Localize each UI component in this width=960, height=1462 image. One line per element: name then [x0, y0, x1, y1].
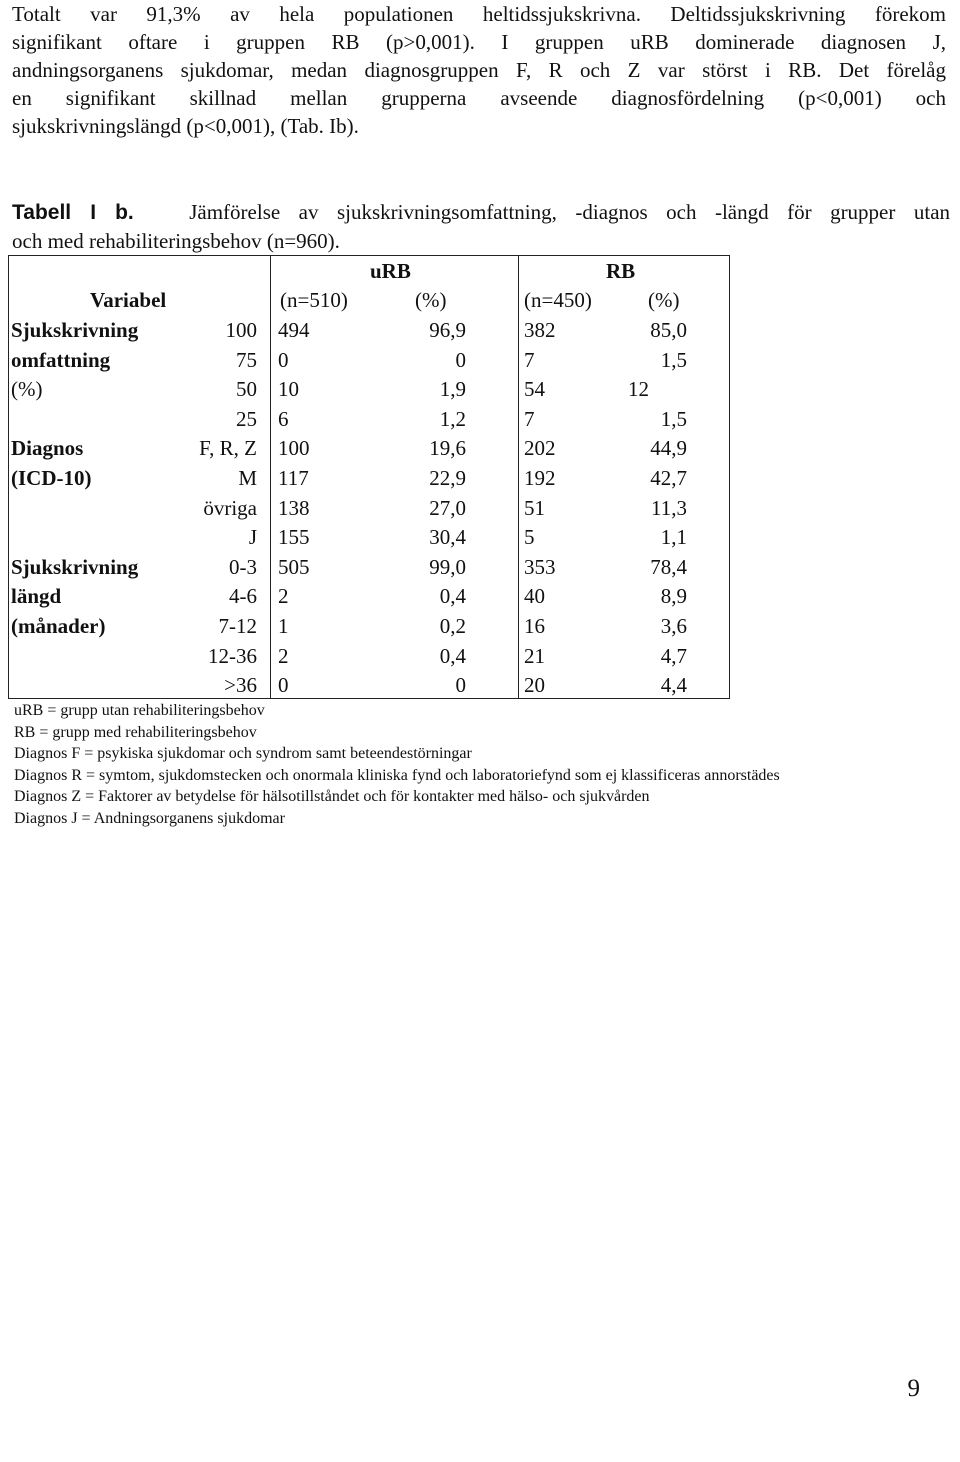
table-border-line — [8, 698, 730, 699]
rb-n-cell: 21 — [524, 643, 545, 668]
body-paragraph — [12, 0, 946, 140]
category-cell: >36 — [224, 673, 257, 698]
header-urb: uRB — [370, 259, 411, 283]
urb-n-cell: 0 — [278, 347, 289, 372]
urb-pct-cell: 0 — [455, 673, 466, 698]
paragraph-line: sjukskrivningslängd (p<0,001), (Tab. Ib). — [12, 114, 359, 138]
urb-pct-cell: 22,9 — [429, 466, 466, 490]
rb-n-cell: 40 — [524, 584, 545, 609]
urb-n-cell: 494 — [278, 318, 310, 342]
urb-pct-cell: 96,9 — [429, 318, 466, 342]
rb-n-cell: 202 — [524, 436, 556, 461]
category-cell: 12-36 — [208, 643, 257, 668]
rb-n-cell: 353 — [524, 554, 556, 579]
rb-pct-cell: 1,5 — [660, 406, 687, 431]
group-label: (ICD-10) — [11, 466, 92, 490]
group-label: (månader) — [11, 614, 106, 638]
group-label: Sjukskrivning — [11, 318, 139, 342]
page-number: 9 — [907, 1375, 920, 1402]
note-line: uRB = grupp utan rehabiliteringsbehov — [14, 702, 265, 719]
rb-n-cell: 192 — [524, 466, 556, 490]
rb-pct-cell: 44,9 — [650, 436, 687, 461]
urb-n-cell: 505 — [278, 554, 310, 579]
rb-pct-cell: 3,6 — [660, 614, 687, 638]
group-label: omfattning — [11, 347, 111, 372]
note-line: Diagnos R = symtom, sjukdomstecken och onormala kliniska fynd och laboratoriefynd som ej klassificeras annorstädes — [14, 766, 780, 784]
rb-n-cell: 20 — [524, 673, 545, 698]
category-cell: M — [238, 466, 257, 490]
table-border-line — [729, 255, 730, 699]
rb-pct-cell: 4,7 — [660, 643, 687, 668]
paragraph-line: en signifikant skillnad mellan grupperna avseende diagnosfördelning (p<0,001) och — [12, 86, 946, 110]
urb-pct-cell: 30,4 — [429, 525, 466, 550]
urb-n-cell: 117 — [278, 466, 309, 490]
rb-pct-cell: 4,4 — [660, 673, 687, 698]
note-line: Diagnos F = psykiska sjukdomar och syndrom samt beteendestörningar — [14, 745, 472, 762]
rb-n-cell: 54 — [524, 377, 545, 402]
urb-n-cell: 138 — [278, 495, 310, 520]
rb-pct-cell: 1,5 — [660, 347, 687, 372]
caption-label: Tabell I b. — [12, 201, 134, 224]
rb-pct-cell: 8,9 — [660, 584, 687, 609]
rb-pct-cell: 1,1 — [660, 525, 687, 550]
table-border-line — [518, 255, 519, 699]
urb-pct-cell: 99,0 — [429, 554, 466, 579]
table-notes — [14, 700, 780, 829]
category-cell: 25 — [236, 406, 257, 431]
urb-n-cell: 155 — [278, 525, 310, 550]
urb-pct-cell: 1,2 — [439, 406, 466, 431]
group-label: längd — [11, 584, 62, 609]
rb-pct-cell: 12 — [628, 377, 649, 402]
table-caption — [12, 198, 950, 256]
category-cell: 4-6 — [229, 584, 257, 609]
header-rb: RB — [606, 259, 636, 283]
urb-n-cell: 6 — [278, 406, 289, 431]
caption-line-1 — [12, 198, 950, 227]
table-border-line — [8, 255, 9, 699]
rb-n-cell: 51 — [524, 495, 545, 520]
rb-n-cell: 16 — [524, 614, 545, 638]
urb-n-cell: 2 — [278, 643, 289, 668]
category-cell: 100 — [225, 318, 257, 342]
urb-n-cell: 1 — [278, 614, 289, 638]
urb-pct-cell: 0,4 — [439, 584, 466, 609]
urb-n-cell: 0 — [278, 673, 289, 698]
urb-pct-cell: 0,2 — [439, 614, 466, 638]
category-cell: 50 — [236, 377, 257, 402]
group-label: Diagnos — [11, 436, 84, 461]
header-rb-n: (n=450) — [524, 288, 592, 312]
group-label: Sjukskrivning — [11, 554, 139, 579]
rb-n-cell: 5 — [524, 525, 535, 550]
rb-pct-cell: 11,3 — [651, 495, 687, 520]
category-cell: 75 — [236, 347, 257, 372]
header-rb-pct: (%) — [648, 288, 680, 312]
header-variabel: Variabel — [90, 288, 167, 312]
caption-line-2: och med rehabiliteringsbehov (n=960). — [12, 229, 340, 253]
header-urb-pct: (%) — [415, 288, 447, 312]
urb-n-cell: 2 — [278, 584, 289, 609]
category-cell: 0-3 — [229, 554, 257, 579]
rb-n-cell: 382 — [524, 318, 556, 342]
urb-pct-cell: 27,0 — [429, 495, 466, 520]
header-urb-n: (n=510) — [280, 288, 348, 312]
urb-pct-cell: 1,9 — [439, 377, 466, 402]
paragraph-line: Totalt var 91,3% av hela populationen heltidssjukskrivna. Deltidssjukskrivning förekom — [12, 2, 946, 26]
rb-n-cell: 7 — [524, 347, 535, 372]
group-label: (%) — [11, 377, 43, 402]
category-cell: J — [248, 525, 257, 550]
category-cell: 7-12 — [218, 614, 257, 638]
category-cell: övriga — [203, 495, 257, 520]
table-border-line — [270, 255, 271, 699]
paragraph-line: andningsorganens sjukdomar, medan diagnosgruppen F, R och Z var störst i RB. Det förelåg — [12, 58, 946, 82]
note-line: Diagnos J = Andningsorganens sjukdomar — [14, 809, 285, 827]
urb-pct-cell: 19,6 — [429, 436, 466, 461]
rb-pct-cell: 78,4 — [650, 554, 687, 579]
comparison-table — [8, 255, 730, 699]
urb-n-cell: 100 — [278, 436, 310, 461]
rb-pct-cell: 42,7 — [650, 466, 687, 490]
note-line: Diagnos Z = Faktorer av betydelse för hälsotillståndet och för kontakter med hälso- och sjukvården — [14, 788, 650, 805]
rb-pct-cell: 85,0 — [650, 318, 687, 342]
urb-n-cell: 10 — [278, 377, 299, 402]
rb-n-cell: 7 — [524, 406, 535, 431]
urb-pct-cell: 0 — [455, 347, 466, 372]
caption-text-1: Jämförelse av sjukskrivningsomfattning, -diagnos och -längd för grupper utan — [189, 200, 951, 224]
urb-pct-cell: 0,4 — [439, 643, 466, 668]
note-line: RB = grupp med rehabiliteringsbehov — [14, 723, 257, 741]
paragraph-line: signifikant oftare i gruppen RB (p>0,001). I gruppen uRB dominerade diagnosen J, — [12, 30, 946, 54]
category-cell: F, R, Z — [199, 436, 257, 461]
